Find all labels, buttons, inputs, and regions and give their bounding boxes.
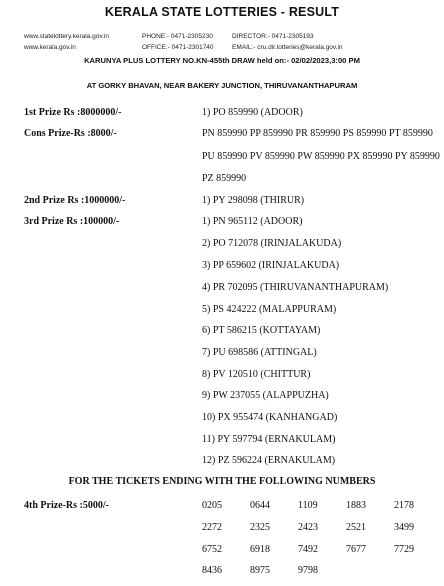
ending-number: 7729: [394, 544, 414, 555]
ending-number: 2178: [394, 500, 414, 511]
second-prize-winner: 1) PY 298098 (THIRUR): [202, 195, 305, 206]
draw-info: KARUNYA PLUS LOTTERY NO.KN-455th DRAW held on:- 02/02/2023,3:00 PM: [84, 56, 360, 65]
third-prize-winner: 11) PY 597794 (ERNAKULAM): [202, 434, 336, 445]
third-prize-winner: 8) PV 120510 (CHITTUR): [202, 369, 311, 380]
phone-number: PHONE:- 0471-2305230: [142, 33, 213, 40]
ending-number: 7677: [346, 544, 366, 555]
ending-number: 2423: [298, 522, 318, 533]
ending-number: 3499: [394, 522, 414, 533]
third-prize-winner: 4) PR 702095 (THIRUVANANTHAPURAM): [202, 282, 389, 293]
ending-numbers-heading: FOR THE TICKETS ENDING WITH THE FOLLOWING NUMBERS: [68, 476, 376, 487]
third-prize-winner: 9) PW 237055 (ALAPPUZHA): [202, 390, 329, 401]
third-prize-winner: 7) PU 698586 (ATTINGAL): [202, 347, 317, 358]
ending-number: 2325: [250, 522, 270, 533]
ending-number: 2521: [346, 522, 366, 533]
ending-number: 6752: [202, 544, 222, 555]
ending-number: 6918: [250, 544, 270, 555]
page-title: KERALA STATE LOTTERIES - RESULT: [104, 5, 340, 19]
ending-number: 9798: [298, 565, 318, 576]
website-1[interactable]: www.statelottery.kerala.gov.in: [24, 33, 110, 40]
first-prize-label: 1st Prize Rs :8000000/-: [24, 107, 122, 118]
third-prize-winner: 6) PT 586215 (KOTTAYAM): [202, 325, 321, 336]
ending-number: 2272: [202, 522, 222, 533]
third-prize-winner: 5) PS 424222 (MALAPPURAM): [202, 304, 337, 315]
consolation-prize-label: Cons Prize-Rs :8000/-: [24, 128, 117, 139]
consolation-line: PZ 859990: [202, 173, 247, 184]
fourth-prize-label: 4th Prize-Rs :5000/-: [24, 500, 109, 511]
third-prize-winner: 12) PZ 596224 (ERNAKULAM): [202, 455, 336, 466]
third-prize-winner: 3) PP 659602 (IRINJALAKUDA): [202, 260, 340, 271]
consolation-line: PN 859990 PP 859990 PR 859990 PS 859990 PT 859990: [202, 128, 433, 139]
third-prize-winner: 2) PO 712078 (IRINJALAKUDA): [202, 238, 342, 249]
office-number: OFFICE:- 0471-2301740: [142, 44, 214, 51]
ending-number: 8975: [250, 565, 270, 576]
email-address[interactable]: EMAIL:- cru.dir.lotteries@kerala.gov.in: [232, 44, 343, 51]
website-2[interactable]: www.kerala.gov.in: [24, 44, 76, 51]
third-prize-winner: 10) PX 955474 (KANHANGAD): [202, 412, 338, 423]
consolation-line: PU 859990 PV 859990 PW 859990 PX 859990 PY 859990: [202, 151, 440, 162]
second-prize-label: 2nd Prize Rs :1000000/-: [24, 195, 126, 206]
first-prize-winner: 1) PO 859990 (ADOOR): [202, 107, 303, 118]
ending-number: 1883: [346, 500, 366, 511]
ending-number: 1109: [298, 500, 318, 511]
third-prize-winner: 1) PN 965112 (ADOOR): [202, 216, 303, 227]
ending-number: 7492: [298, 544, 318, 555]
director-number: DIRECTOR:- 0471-2305193: [232, 33, 314, 40]
ending-number: 8436: [202, 565, 222, 576]
draw-venue: AT GORKY BHAVAN, NEAR BAKERY JUNCTION, THIRUVANANTHAPURAM: [86, 81, 358, 90]
ending-number: 0205: [202, 500, 222, 511]
third-prize-label: 3rd Prize Rs :100000/-: [24, 216, 120, 227]
ending-number: 0644: [250, 500, 270, 511]
